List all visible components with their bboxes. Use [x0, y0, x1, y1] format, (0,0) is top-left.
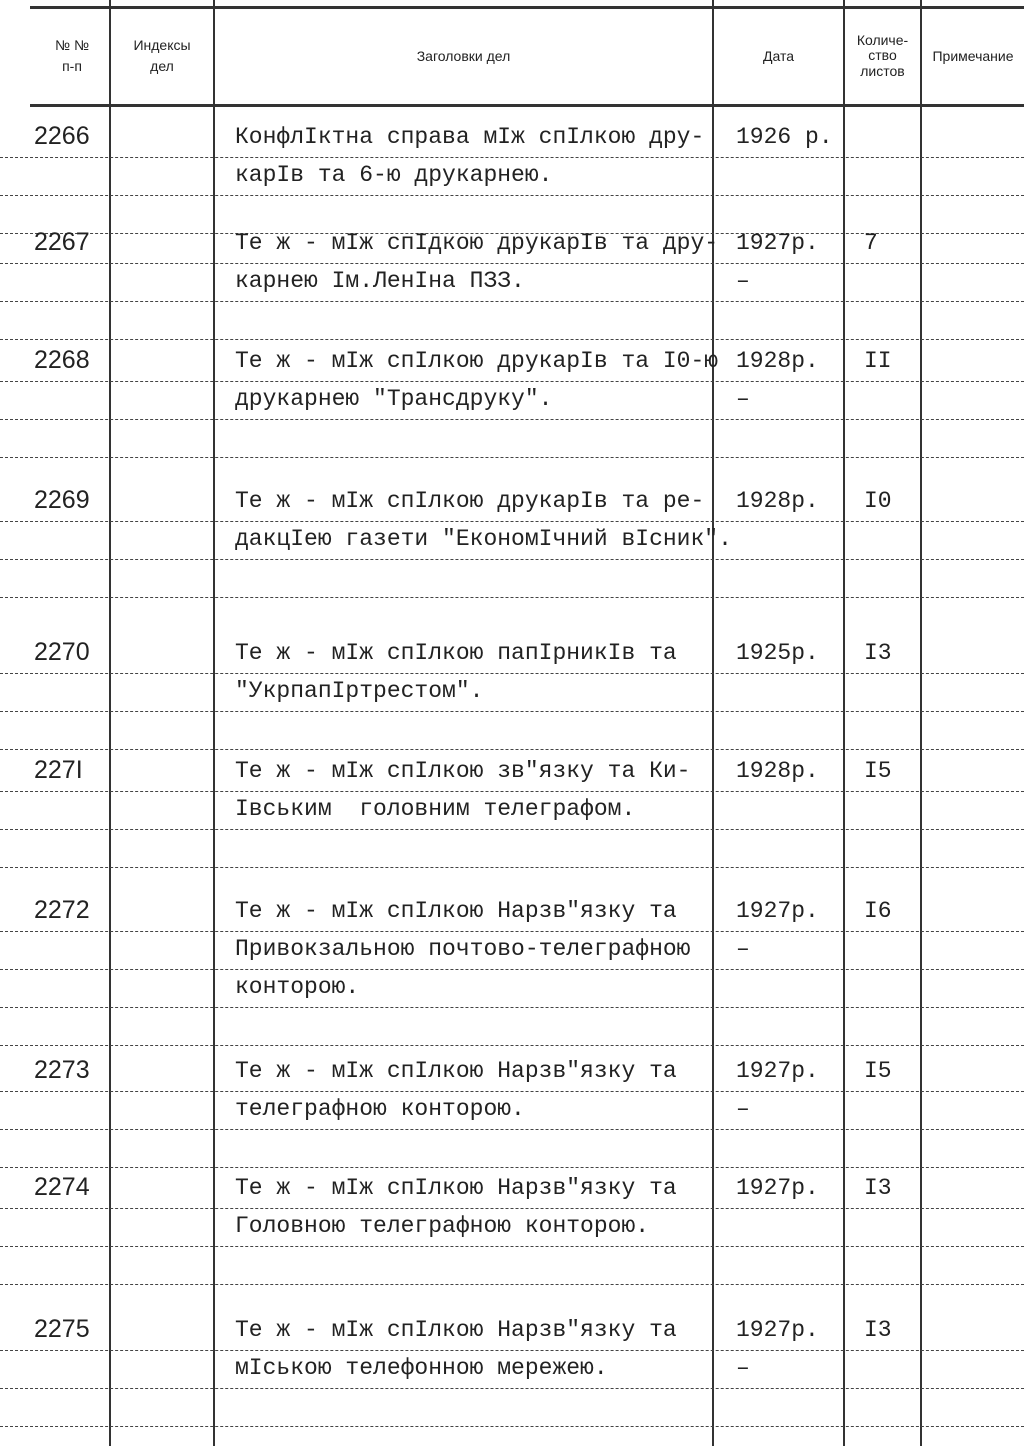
register-entry	[0, 484, 1024, 598]
entry-line	[0, 1389, 1024, 1427]
entry-number: 2273	[34, 1056, 90, 1084]
entry-line	[0, 344, 1024, 382]
entry-title-line: "УкрпапІртрестом".	[235, 678, 484, 704]
entry-date-dash: –	[736, 936, 750, 962]
entry-sheet-count: I3	[864, 640, 892, 666]
entry-line	[0, 754, 1024, 792]
register-entry	[0, 226, 1024, 340]
entry-title-line: Те ж - мІж спІлкою друкарІв та І0-ю	[235, 348, 719, 374]
entry-line	[0, 264, 1024, 302]
entry-line	[0, 792, 1024, 830]
entry-line	[0, 894, 1024, 932]
entry-line	[0, 1209, 1024, 1247]
entry-title-line: телеграфною конторою.	[235, 1096, 525, 1122]
entry-line	[0, 420, 1024, 458]
entry-title-line: КонфлІктна справа мІж спІлкою дру-	[235, 124, 705, 150]
entry-sheet-count: 7	[864, 230, 878, 256]
header-num	[35, 8, 109, 104]
entry-date: 1927р.	[736, 1058, 819, 1084]
entry-line	[0, 1351, 1024, 1389]
header-index	[111, 8, 213, 104]
register-entry	[0, 1054, 1024, 1168]
header-note: Примечание	[932, 47, 1014, 64]
entry-date: 1927р.	[736, 230, 819, 256]
entry-number: 2266	[34, 122, 90, 150]
register-entry	[0, 1171, 1024, 1285]
header-qty-label2: ство	[868, 47, 897, 64]
entry-date: 1928р.	[736, 488, 819, 514]
header-index-label: Индексы	[133, 37, 191, 53]
entry-date-dash: –	[736, 386, 750, 412]
entry-sheet-count: I6	[864, 898, 892, 924]
entry-date: 1927р.	[736, 898, 819, 924]
header-num-label: № №	[55, 37, 89, 53]
entry-line	[0, 522, 1024, 560]
entry-date: 1928р.	[736, 348, 819, 374]
entry-title-line: друкарнею "Трансдруку".	[235, 386, 553, 412]
entry-number: 2269	[34, 486, 90, 514]
entry-number: 227I	[34, 756, 83, 784]
entry-title-line: мІською телефонною мережею.	[235, 1355, 608, 1381]
entry-line	[0, 932, 1024, 970]
entry-title-line: Те ж - мІж спІлкою Нарзв"язку та	[235, 1317, 677, 1343]
entry-date: 1927р.	[736, 1175, 819, 1201]
entry-line	[0, 830, 1024, 868]
header-index-label2: дел	[150, 58, 174, 74]
entry-title-line: Те ж - мІж спІлкою Нарзв"язку та	[235, 1058, 677, 1084]
entry-sheet-count: I3	[864, 1317, 892, 1343]
entry-line	[0, 1008, 1024, 1046]
header-num-label2: п-п	[62, 58, 82, 74]
register-entry	[0, 894, 1024, 1046]
entry-date-dash: –	[736, 1096, 750, 1122]
entry-date: 1925р.	[736, 640, 819, 666]
entry-number: 2275	[34, 1315, 90, 1343]
entry-line	[0, 484, 1024, 522]
header-rule	[30, 104, 1024, 107]
entry-date-dash: –	[736, 268, 750, 294]
entry-sheet-count: I5	[864, 758, 892, 784]
entry-line	[0, 712, 1024, 750]
entry-line	[0, 1054, 1024, 1092]
header-qty	[845, 8, 920, 104]
entry-sheet-count: II	[864, 348, 892, 374]
entry-line	[0, 674, 1024, 712]
entry-line	[0, 1171, 1024, 1209]
header-qty-label3: листов	[860, 62, 905, 79]
header-date: Дата	[762, 47, 794, 64]
register-entry	[0, 344, 1024, 458]
header-title: Заголовки дел	[416, 47, 511, 64]
entry-line	[0, 158, 1024, 196]
entry-title-line: Те ж - мІж спІлкою папІрникІв та	[235, 640, 677, 666]
entry-title-line: Те ж - мІж спІлкою зв"язку та Ки-	[235, 758, 691, 784]
entry-line	[0, 636, 1024, 674]
entry-sheet-count: I3	[864, 1175, 892, 1201]
entry-sheet-count: I5	[864, 1058, 892, 1084]
entry-title-line: конторою.	[235, 974, 360, 1000]
entry-title-line: Те ж - мІж спІдкою друкарІв та дру-	[235, 230, 719, 256]
entry-line	[0, 1247, 1024, 1285]
entry-number: 2274	[34, 1173, 90, 1201]
entry-title-line: Привокзальною почтово-телеграфною	[235, 936, 691, 962]
entry-number: 2268	[34, 346, 90, 374]
entry-line	[0, 1130, 1024, 1168]
entry-line	[0, 382, 1024, 420]
entry-number: 2267	[34, 228, 90, 256]
entry-line	[0, 302, 1024, 340]
entry-date: 1926 р.	[736, 124, 833, 150]
entry-line	[0, 226, 1024, 264]
entry-date: 1928р.	[736, 758, 819, 784]
register-entry	[0, 120, 1024, 234]
register-entry	[0, 754, 1024, 868]
entry-line	[0, 120, 1024, 158]
entry-line	[0, 1092, 1024, 1130]
entry-line	[0, 970, 1024, 1008]
register-entry	[0, 1313, 1024, 1427]
header-qty-label: Количе-	[856, 31, 909, 48]
entry-line	[0, 560, 1024, 598]
entry-title-line: дакцІею газети "ЕкономІчний вІсник".	[235, 526, 732, 552]
entry-date-dash: –	[736, 1355, 750, 1381]
entry-sheet-count: I0	[864, 488, 892, 514]
entry-title-line: карнею Ім.ЛенІна ПЗЗ.	[235, 268, 525, 294]
entry-title-line: Те ж - мІж спІлкою Нарзв"язку та	[235, 898, 677, 924]
entry-title-line: Те ж - мІж спІлкою друкарІв та ре-	[235, 488, 705, 514]
register-entry	[0, 636, 1024, 750]
entry-number: 2272	[34, 896, 90, 924]
entry-date: 1927р.	[736, 1317, 819, 1343]
entry-number: 2270	[34, 638, 90, 666]
entry-title-line: карІв та 6-ю друкарнею.	[235, 162, 553, 188]
entry-line	[0, 1313, 1024, 1351]
entry-title-line: Те ж - мІж спІлкою Нарзв"язку та	[235, 1175, 677, 1201]
entry-title-line: Івським головним телеграфом.	[235, 796, 636, 822]
entry-title-line: Головною телеграфною конторою.	[235, 1213, 650, 1239]
